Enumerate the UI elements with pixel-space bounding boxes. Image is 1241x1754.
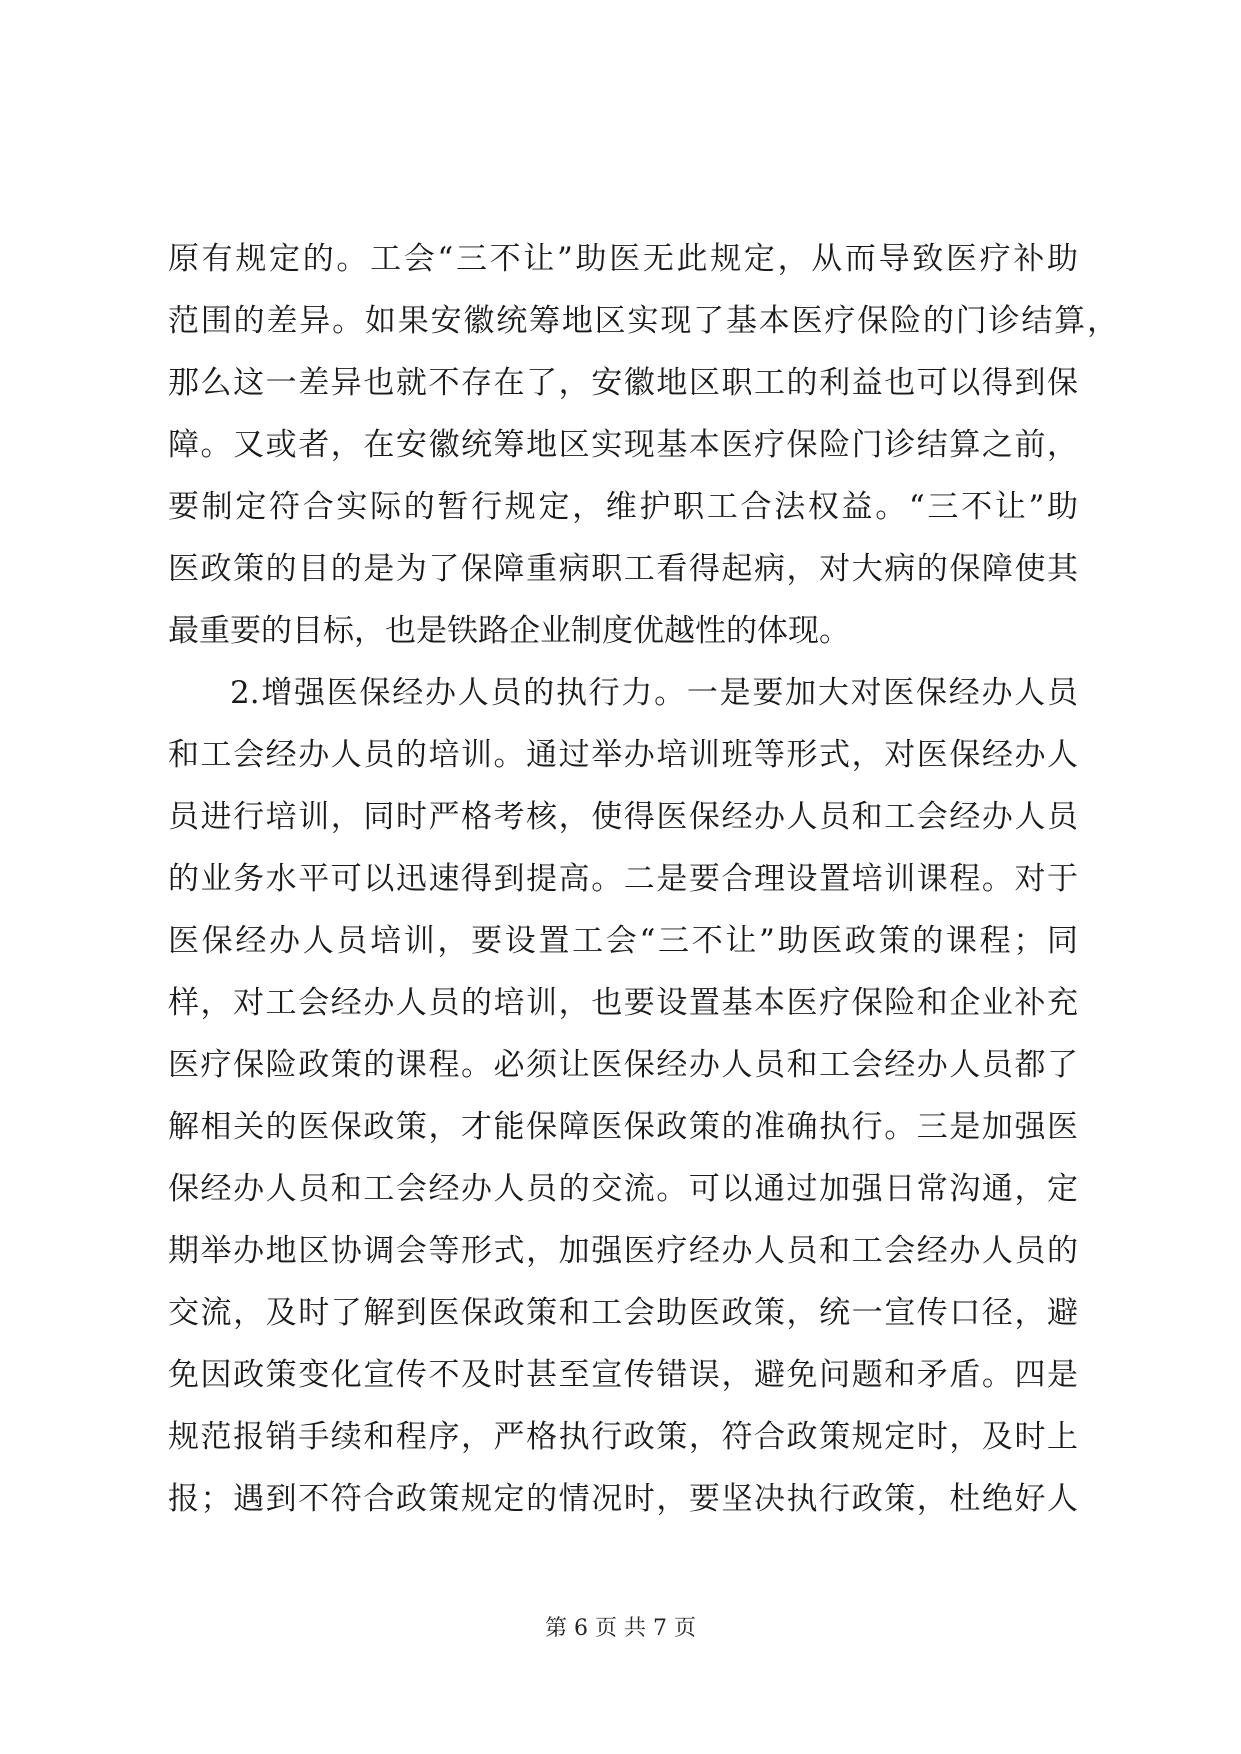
text-line: 解相关的医保政策，才能保障医保政策的准确执行。三是加强医 [168,1109,1078,1145]
text-line: 和工会经办人员的培训。通过举办培训班等形式，对医保经办人 [168,737,1078,773]
text-line: 医政策的目的是为了保障重病职工看得起病，对大病的保障使其 [168,551,1078,587]
text-line: 医疗保险政策的课程。必须让医保经办人员和工会经办人员都了 [168,1047,1078,1083]
text-line: 员进行培训，同时严格考核，使得医保经办人员和工会经办人员 [168,799,1078,835]
document-body [168,228,1118,1530]
text-line: 交流，及时了解到医保政策和工会助医政策，统一宣传口径，避 [168,1295,1078,1331]
text-line: 样，对工会经办人员的培训，也要设置基本医疗保险和企业补充 [168,985,1078,1021]
text-line: 报；遇到不符合政策规定的情况时，要坚决执行政策，杜绝好人 [168,1481,1078,1517]
text-line: 那么这一差异也就不存在了，安徽地区职工的利益也可以得到保 [168,365,1078,401]
text-line: 期举办地区协调会等形式，加强医疗经办人员和工会经办人员的 [168,1233,1078,1269]
text-line: 保经办人员和工会经办人员的交流。可以通过加强日常沟通，定 [168,1171,1078,1207]
text-line: 最重要的目标，也是铁路企业制度优越性的体现。 [168,613,850,649]
text-line: 医保经办人员培训，要设置工会“三不让”助医政策的课程；同 [168,923,1078,959]
text-line: 障。又或者，在安徽统筹地区实现基本医疗保险门诊结算之前， [168,427,1078,463]
page-number-footer: 第 6 页 共 7 页 [545,1616,696,1641]
paragraph-start-line: 2.增强医保经办人员的执行力。一是要加大对医保经办人员 [230,675,1078,711]
text-line: 原有规定的。工会“三不让”助医无此规定，从而导致医疗补助 [168,241,1078,277]
text-line: 的业务水平可以迅速得到提高。二是要合理设置培训课程。对于 [168,861,1078,897]
text-line: 规范报销手续和程序，严格执行政策，符合政策规定时，及时上 [168,1419,1078,1455]
text-line: 免因政策变化宣传不及时甚至宣传错误，避免问题和矛盾。四是 [168,1357,1078,1393]
text-line: 范围的差异。如果安徽统筹地区实现了基本医疗保险的门诊结算， [168,303,1118,339]
text-line: 要制定符合实际的暂行规定，维护职工合法权益。“三不让”助 [168,489,1078,525]
